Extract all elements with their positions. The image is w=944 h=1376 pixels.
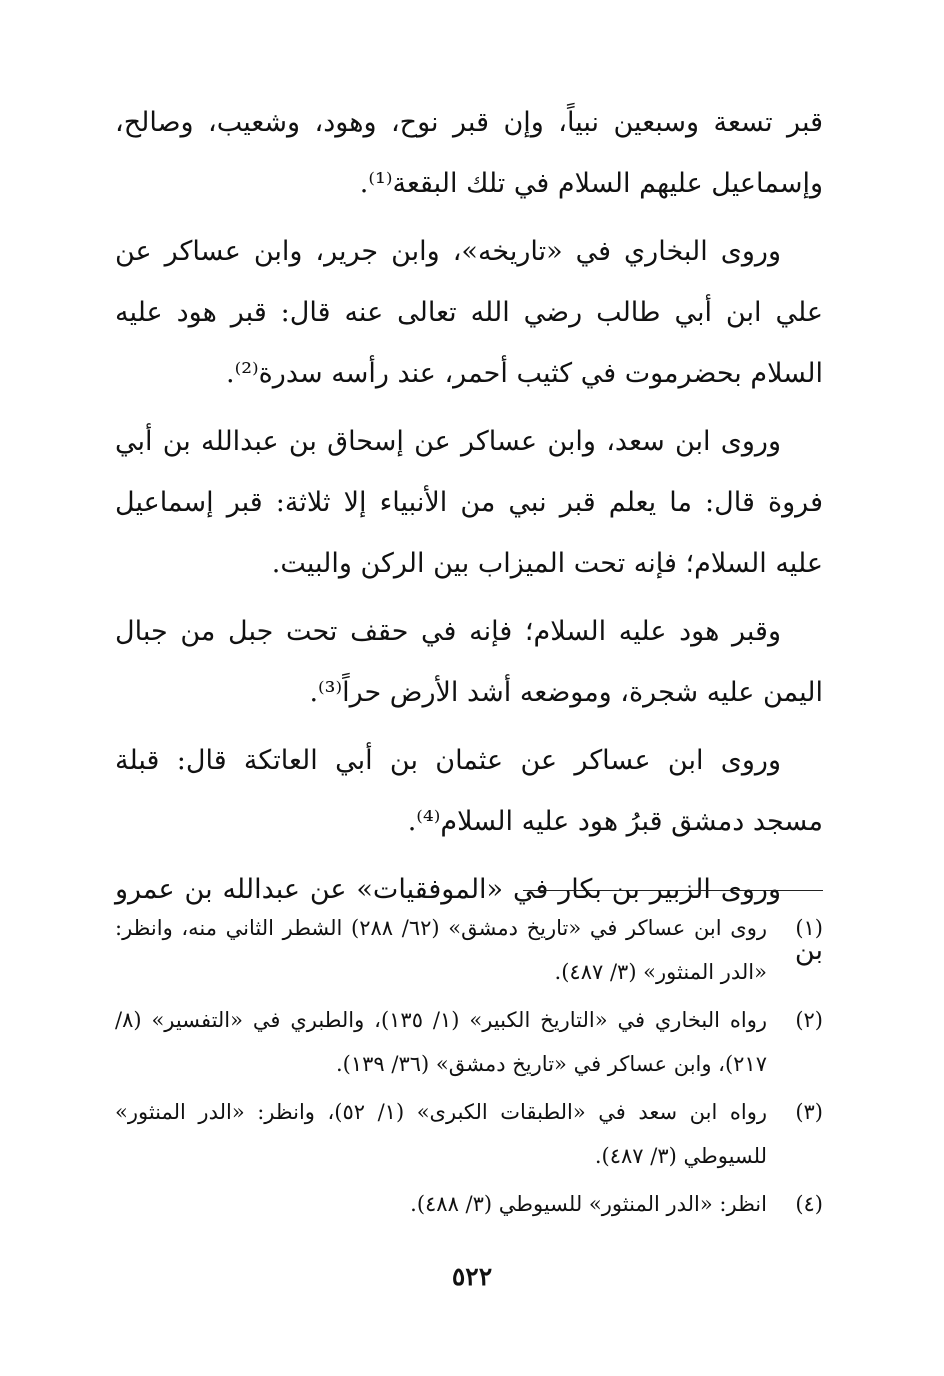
footnote [115, 998, 823, 1086]
page-number: ٥٢٢ [451, 1262, 493, 1291]
footnote-text: رواه ابن سعد في «الطبقات الكبرى» (١/ ٥٢)، وانظر: «الدر المنثور» للسيوطي (٣/ ٤٨٧). [115, 1100, 767, 1168]
paragraph: وروى ابن عساكر عن عثمان بن أبي العاتكة قال: قبلة مسجد دمشق قبرُ هود عليه السلام⁽⁴⁾. [115, 745, 823, 837]
footnote [115, 1182, 823, 1226]
footnote-number: (٣) [795, 1100, 823, 1124]
paragraph: وروى الزبير بن بكار في «الموفقيات» عن عبدالله بن عمرو بن [115, 874, 823, 966]
main-text [115, 92, 823, 988]
paragraph: قبر تسعة وسبعين نبياً، وإن قبر نوح، وهود، وشعيب، وصالح، وإسماعيل عليهم السلام في تلك البقعة⁽¹⁾. [115, 107, 823, 199]
footnotes [115, 906, 823, 1230]
paragraph: وروى البخاري في «تاريخه»، وابن جرير، وابن عساكر عن علي ابن أبي طالب رضي الله تعالى عنه قال: قبر هود عليه السلام بحضرموت في كثيب أحمر، عند رأسه سدرة⁽²⁾. [115, 236, 823, 389]
footnote-number: (٢) [795, 1008, 823, 1032]
footnote-text: رواه البخاري في «التاريخ الكبير» (١/ ١٣٥)، والطبري في «التفسير» (٨/ ٢١٧)، وابن عساكر في «تاريخ دمشق» (٣٦/ ١٣٩). [115, 1008, 767, 1076]
footnote-separator [523, 890, 823, 891]
footnote [115, 1090, 823, 1178]
footnote-number: (١) [795, 916, 823, 940]
paragraph: وروى ابن سعد، وابن عساكر عن إسحاق بن عبدالله بن أبي فروة قال: ما يعلم قبر نبي من الأنبياء إلا ثلاثة: قبر إسماعيل عليه السلام؛ فإنه تحت الميزاب بين الركن والبيت. [115, 426, 823, 579]
footnote-number: (٤) [795, 1192, 823, 1216]
footnote [115, 906, 823, 994]
footnote-text: روى ابن عساكر في «تاريخ دمشق» (٦٢/ ٢٨٨) الشطر الثاني منه، وانظر: «الدر المنثور» (٣/ ٤٨٧). [115, 916, 767, 984]
paragraph: وقبر هود عليه السلام؛ فإنه في حقف تحت جبل من جبال اليمن عليه شجرة، وموضعه أشد الأرض حراً⁽³⁾. [115, 616, 823, 708]
footnote-text: انظر: «الدر المنثور» للسيوطي (٣/ ٤٨٨). [410, 1192, 767, 1216]
